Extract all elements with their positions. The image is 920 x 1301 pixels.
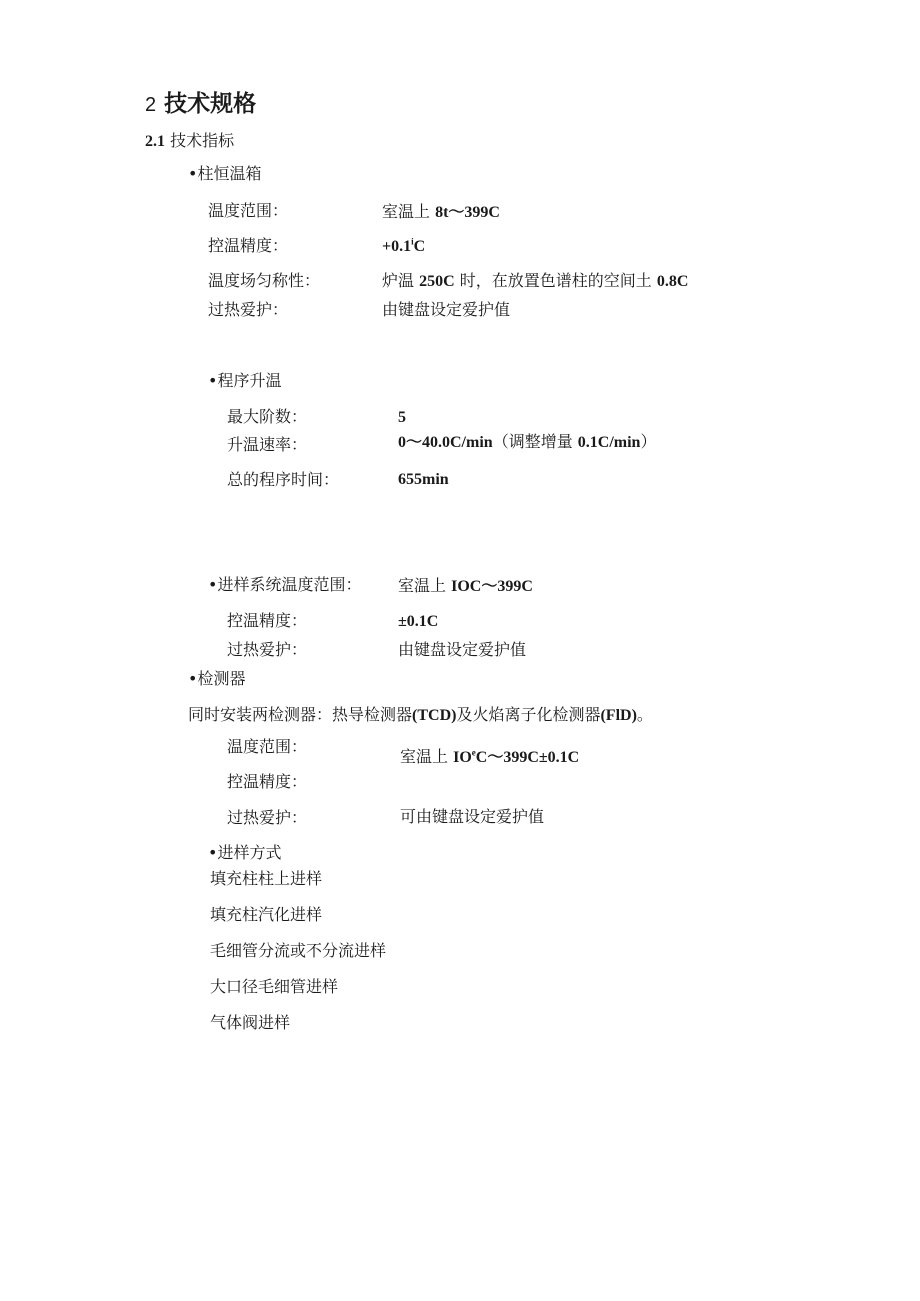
spec-label: 温度范围： [208, 201, 289, 220]
spec-label: 总的程序时间： [227, 470, 340, 489]
section-heading [145, 90, 256, 119]
spec-label: 控温精度： [208, 236, 289, 255]
subsection-heading [145, 131, 234, 152]
section-number: 2 [145, 94, 157, 116]
injector-system-title: •进样系统温度范围： [208, 575, 362, 594]
column-oven-title: •柱恒温箱 [188, 164, 262, 183]
spec-label: 温度范围： [227, 737, 308, 756]
spec-value: 0～40.0C/min（调整增量 0.1C/min） [398, 432, 657, 451]
spec-value: 由键盘设定爱护值 [382, 300, 511, 319]
detector-description: 同时安装两检测器：热导检测器(TCD)及火焰离子化检测器(FlD)。 [188, 705, 653, 724]
spec-label: 控温精度： [227, 611, 308, 630]
spec-value: 室温上 IOC～399C [398, 576, 533, 595]
spec-value: ±0.1C [398, 613, 439, 630]
spec-value: 可由键盘设定爱护值 [400, 807, 545, 826]
list-item: 大口径毛细管进样 [210, 977, 339, 996]
list-item: 毛细管分流或不分流进样 [210, 941, 387, 960]
spec-label: 升温速率： [227, 435, 308, 454]
detector-title: •检测器 [188, 669, 246, 688]
spec-value: 室温上 8t～399C [382, 202, 500, 221]
spec-value: 5 [398, 409, 406, 426]
spec-label: 最大阶数： [227, 407, 308, 426]
spec-value: 655min [398, 471, 449, 488]
spec-value: 炉温 250C 时，在放置色谱柱的空间土 0.8C [382, 271, 689, 290]
spec-value: 室温上 $IO^eC\sim 399C\pm 0.1C$ [400, 747, 580, 766]
list-item: 气体阀进样 [210, 1013, 291, 1032]
spec-value: $+0.1^iC$ [382, 236, 426, 255]
spec-label: 过热爱护： [208, 300, 289, 319]
section-title: 技术规格 [164, 91, 257, 117]
subsection-number: 2.1 [145, 133, 165, 150]
spec-value: 由键盘设定爱护值 [398, 640, 527, 659]
list-item: 填充柱柱上进样 [210, 869, 323, 888]
spec-label: 控温精度： [227, 772, 308, 791]
injection-mode-title: •进样方式 [208, 843, 282, 862]
list-item: 填充柱汽化进样 [210, 905, 323, 924]
subsection-title: 技术指标 [170, 131, 235, 150]
spec-label: 过热爱护： [227, 640, 308, 659]
spec-label: 温度场匀称性： [208, 271, 321, 290]
program-heating-title: •程序升温 [208, 371, 282, 390]
spec-label: 过热爱护： [227, 808, 308, 827]
